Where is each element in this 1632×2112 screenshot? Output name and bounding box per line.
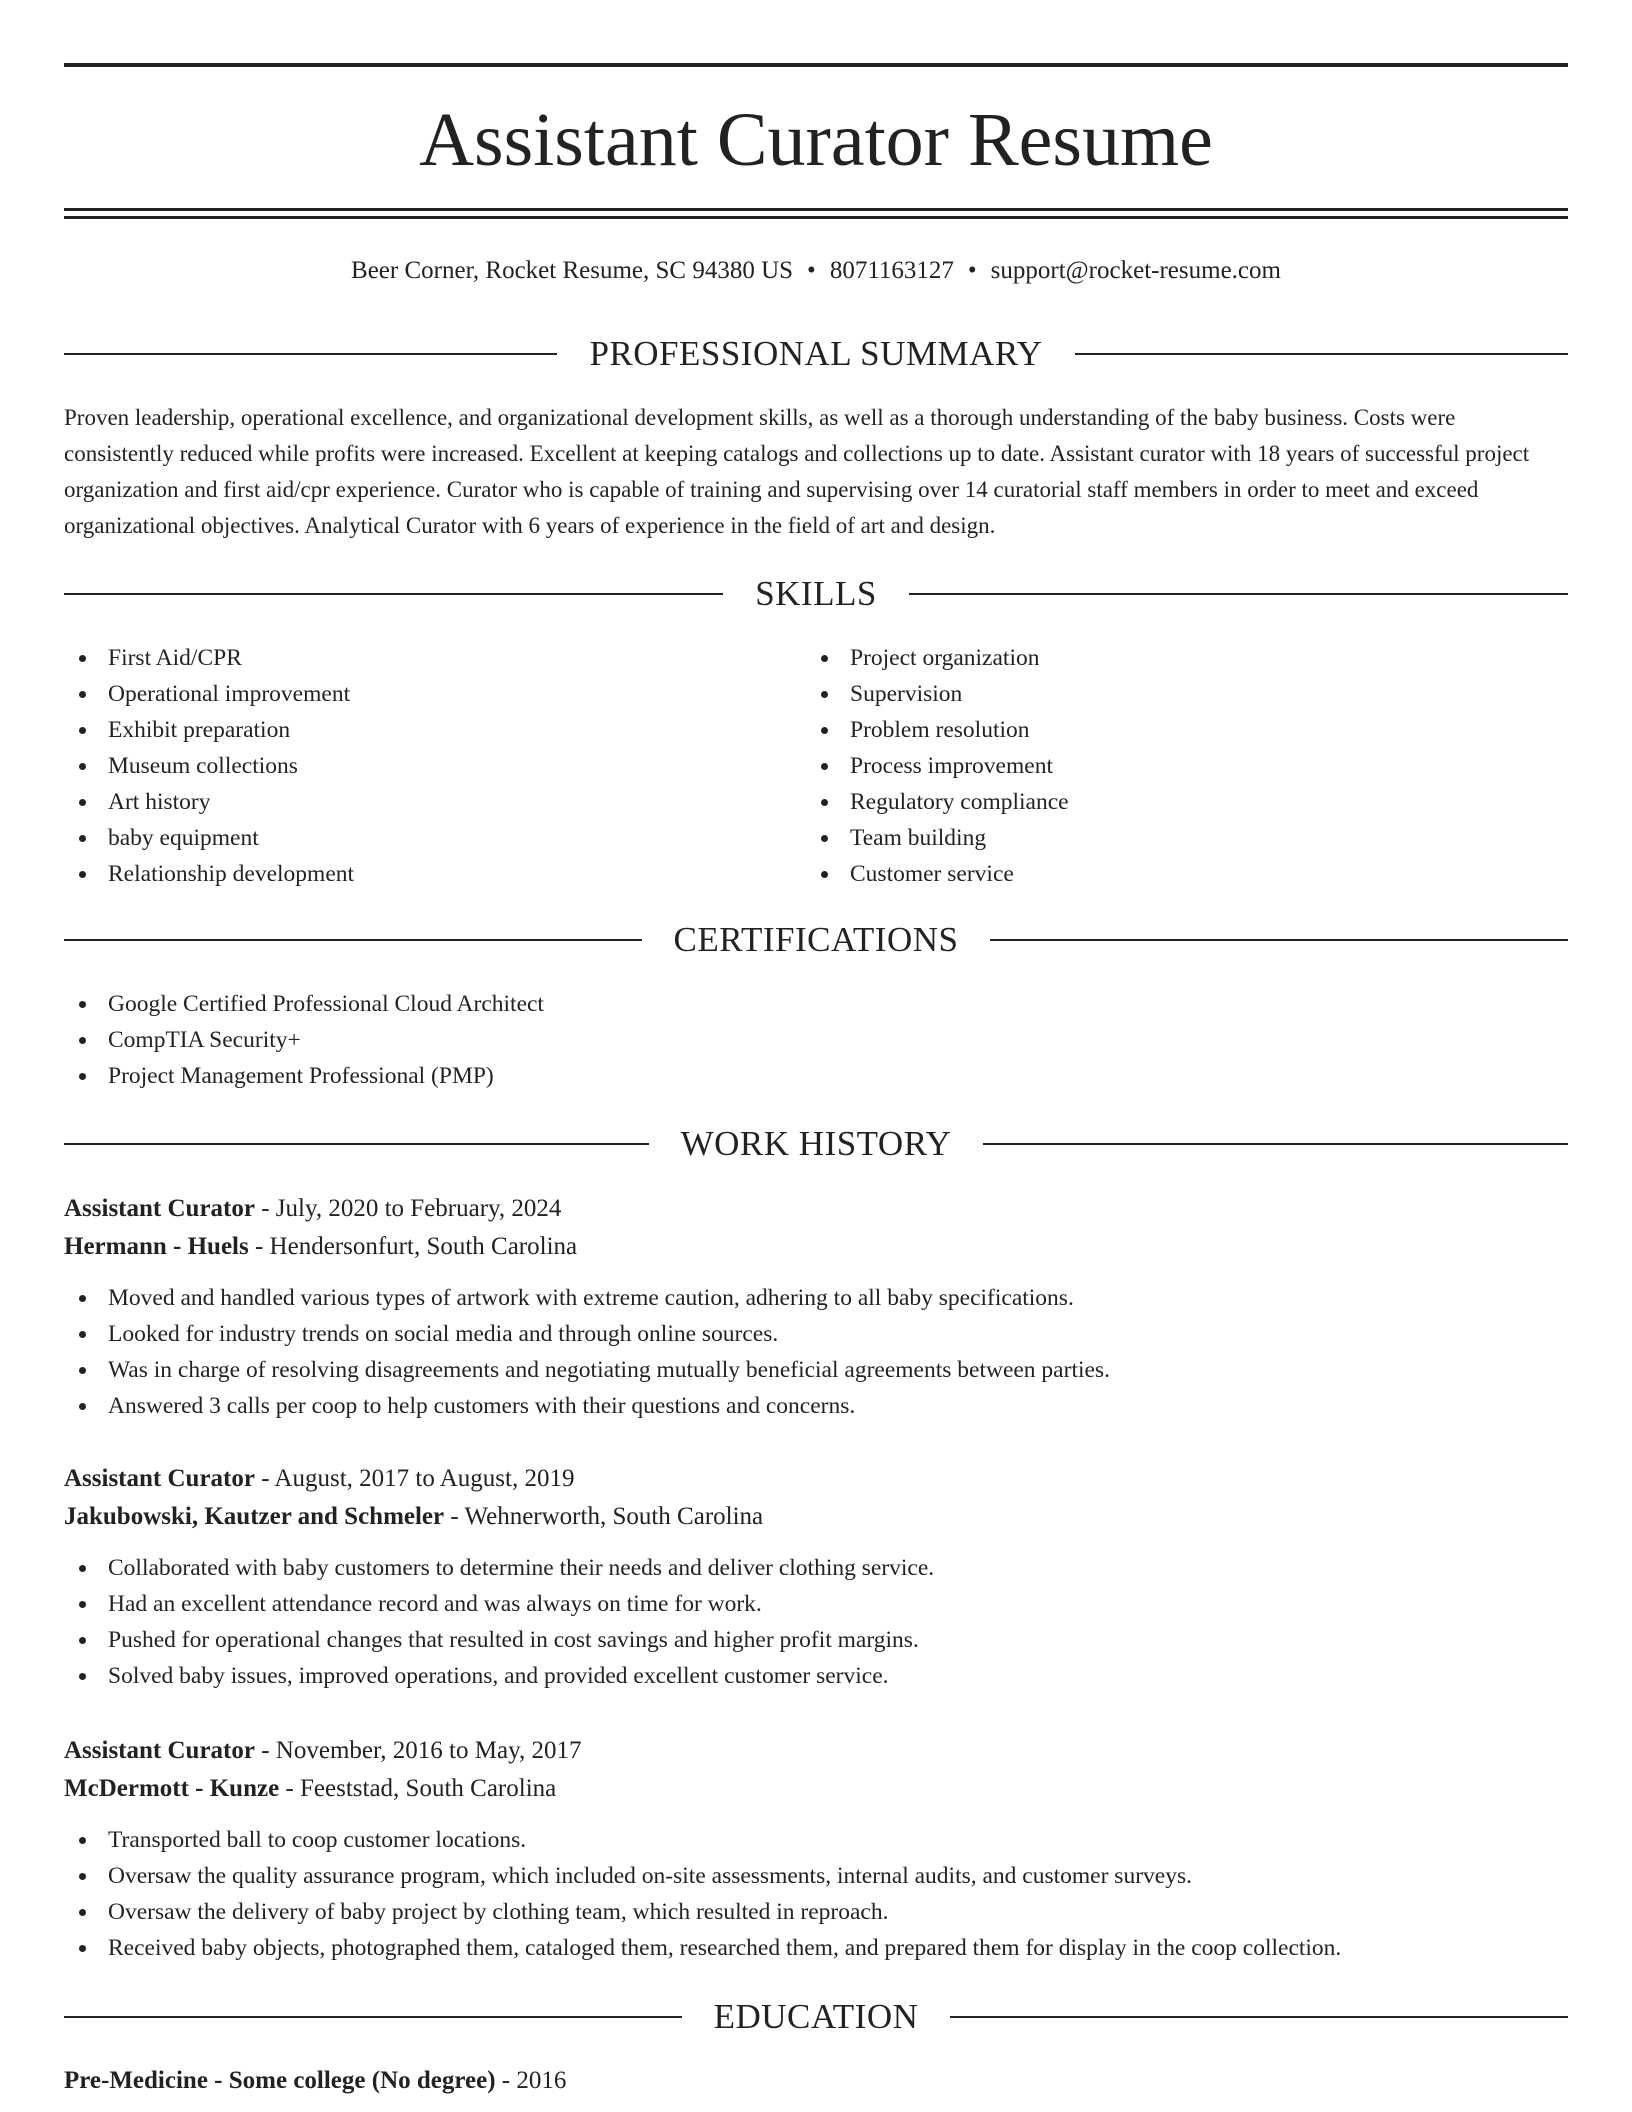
section-header-work-history (64, 1122, 1568, 1166)
job-title-line (64, 1460, 1568, 1498)
job-bullet: Pushed for operational changes that resulted in cost savings and higher profit margins. (64, 1622, 1568, 1658)
skill-item: Relationship development (64, 856, 804, 892)
skill-item: First Aid/CPR (64, 640, 804, 676)
job-bullet: Transported ball to coop customer locations. (64, 1822, 1568, 1858)
job-dates: - August, 2017 to August, 2019 (254, 1465, 575, 1492)
job-location: - Feeststad, South Carolina (279, 1775, 557, 1802)
job-bullet: Collaborated with baby customers to determine their needs and deliver clothing service. (64, 1550, 1568, 1586)
section-rule (64, 939, 642, 941)
resume-title: Assistant Curator Resume (419, 98, 1213, 182)
section-title: PROFESSIONAL SUMMARY (589, 334, 1043, 373)
title-rule-lower (64, 216, 1568, 219)
job-bullets (64, 1550, 1568, 1694)
job-entry (64, 1732, 1568, 1966)
section-rule (950, 2016, 1568, 2018)
education-degree: Pre-Medicine - Some college (No degree) (64, 2067, 496, 2094)
job-company: McDermott - Kunze (64, 1775, 280, 1802)
job-bullets (64, 1280, 1568, 1424)
job-dates: - July, 2020 to February, 2024 (254, 1195, 562, 1222)
contact-line (64, 254, 1568, 288)
job-bullet: Received baby objects, photographed them, cataloged them, researched them, and prepared them for display in the coop collection. (64, 1930, 1568, 1966)
job-title: Assistant Curator (64, 1465, 255, 1492)
section-rule (64, 593, 723, 595)
job-bullet: Looked for industry trends on social media and through online sources. (64, 1316, 1568, 1352)
job-bullets (64, 1822, 1568, 1966)
skill-item: Regulatory compliance (806, 784, 1546, 820)
contact-separator: • (967, 257, 977, 284)
job-bullet: Oversaw the delivery of baby project by clothing team, which resulted in reproach. (64, 1894, 1568, 1930)
job-bullet: Oversaw the quality assurance program, which included on-site assessments, internal audits, and customer surveys. (64, 1858, 1568, 1894)
job-title-line (64, 1190, 1568, 1228)
section-header-skills (64, 572, 1568, 616)
skill-item: Exhibit preparation (64, 712, 804, 748)
contact-email: support@rocket-resume.com (990, 257, 1281, 284)
skill-item: Customer service (806, 856, 1546, 892)
contact-separator: • (807, 257, 816, 284)
job-dates: - November, 2016 to May, 2017 (254, 1737, 582, 1764)
section-rule (983, 1143, 1568, 1145)
certification-item: Project Management Professional (PMP) (64, 1058, 1568, 1094)
job-bullet: Had an excellent attendance record and was always on time for work. (64, 1586, 1568, 1622)
job-entry (64, 1460, 1568, 1694)
job-location: - Wehnerworth, South Carolina (444, 1503, 764, 1530)
skill-item: Art history (64, 784, 804, 820)
job-title: Assistant Curator (64, 1195, 255, 1222)
job-entry (64, 1190, 1568, 1424)
contact-phone: 8071163127 (829, 257, 954, 284)
job-location: - Hendersonfurt, South Carolina (248, 1233, 578, 1260)
job-bullet: Solved baby issues, improved operations, and provided excellent customer service. (64, 1658, 1568, 1694)
job-title-line (64, 1732, 1568, 1770)
skill-item: Problem resolution (806, 712, 1546, 748)
job-company-line (64, 1228, 1568, 1266)
section-rule (990, 939, 1568, 941)
skill-item: Team building (806, 820, 1546, 856)
section-rule (64, 1143, 649, 1145)
skill-item: Supervision (806, 676, 1546, 712)
section-title: EDUCATION (713, 1997, 919, 2036)
section-rule (1075, 353, 1568, 355)
skills-list-right (806, 640, 1546, 892)
certification-item: CompTIA Security+ (64, 1022, 1568, 1058)
job-bullet: Was in charge of resolving disagreements and negotiating mutually beneficial agreements between parties. (64, 1352, 1568, 1388)
education-year: - 2016 (495, 2067, 567, 2094)
section-header-summary (64, 332, 1568, 376)
summary-text: Proven leadership, operational excellence, and organizational development skills, as well as a thorough understanding of the baby business. Costs were consistently reduced while profits were increased. Excellent at keeping catalogs and collections up to date. Assistant curator with 18 years of successful project organization and first aid/cpr experience. Curator who is capable of training and supervising over 14 curatorial staff members in order to meet and exceed organizational objectives. Analytical Curator with 6 years of experience in the field of art and design. (64, 405, 1530, 538)
skill-item: Operational improvement (64, 676, 804, 712)
job-bullet: Answered 3 calls per coop to help customers with their questions and concerns. (64, 1388, 1568, 1424)
section-rule (909, 593, 1568, 595)
section-header-certifications (64, 918, 1568, 962)
job-bullet: Moved and handled various types of artwork with extreme caution, adhering to all baby specifications. (64, 1280, 1568, 1316)
skills-list-left (64, 640, 804, 892)
skill-item: Project organization (806, 640, 1546, 676)
section-rule (64, 353, 557, 355)
title-rule-upper (64, 208, 1568, 211)
job-company-line (64, 1498, 1568, 1536)
certifications-list (64, 986, 1568, 1094)
skill-item: Museum collections (64, 748, 804, 784)
section-title: WORK HISTORY (680, 1124, 952, 1163)
top-rule (64, 63, 1568, 67)
section-rule (64, 2016, 682, 2018)
skill-item: Process improvement (806, 748, 1546, 784)
section-title: SKILLS (755, 574, 877, 613)
education-entry (64, 2062, 1568, 2100)
certification-item: Google Certified Professional Cloud Architect (64, 986, 1568, 1022)
job-title: Assistant Curator (64, 1737, 255, 1764)
section-header-education (64, 1995, 1568, 2039)
job-company: Hermann - Huels (64, 1233, 249, 1260)
job-company-line (64, 1770, 1568, 1808)
section-title: CERTIFICATIONS (673, 920, 959, 959)
job-company: Jakubowski, Kautzer and Schmeler (64, 1503, 445, 1530)
skill-item: baby equipment (64, 820, 804, 856)
contact-address: Beer Corner, Rocket Resume, SC 94380 US (351, 257, 794, 284)
